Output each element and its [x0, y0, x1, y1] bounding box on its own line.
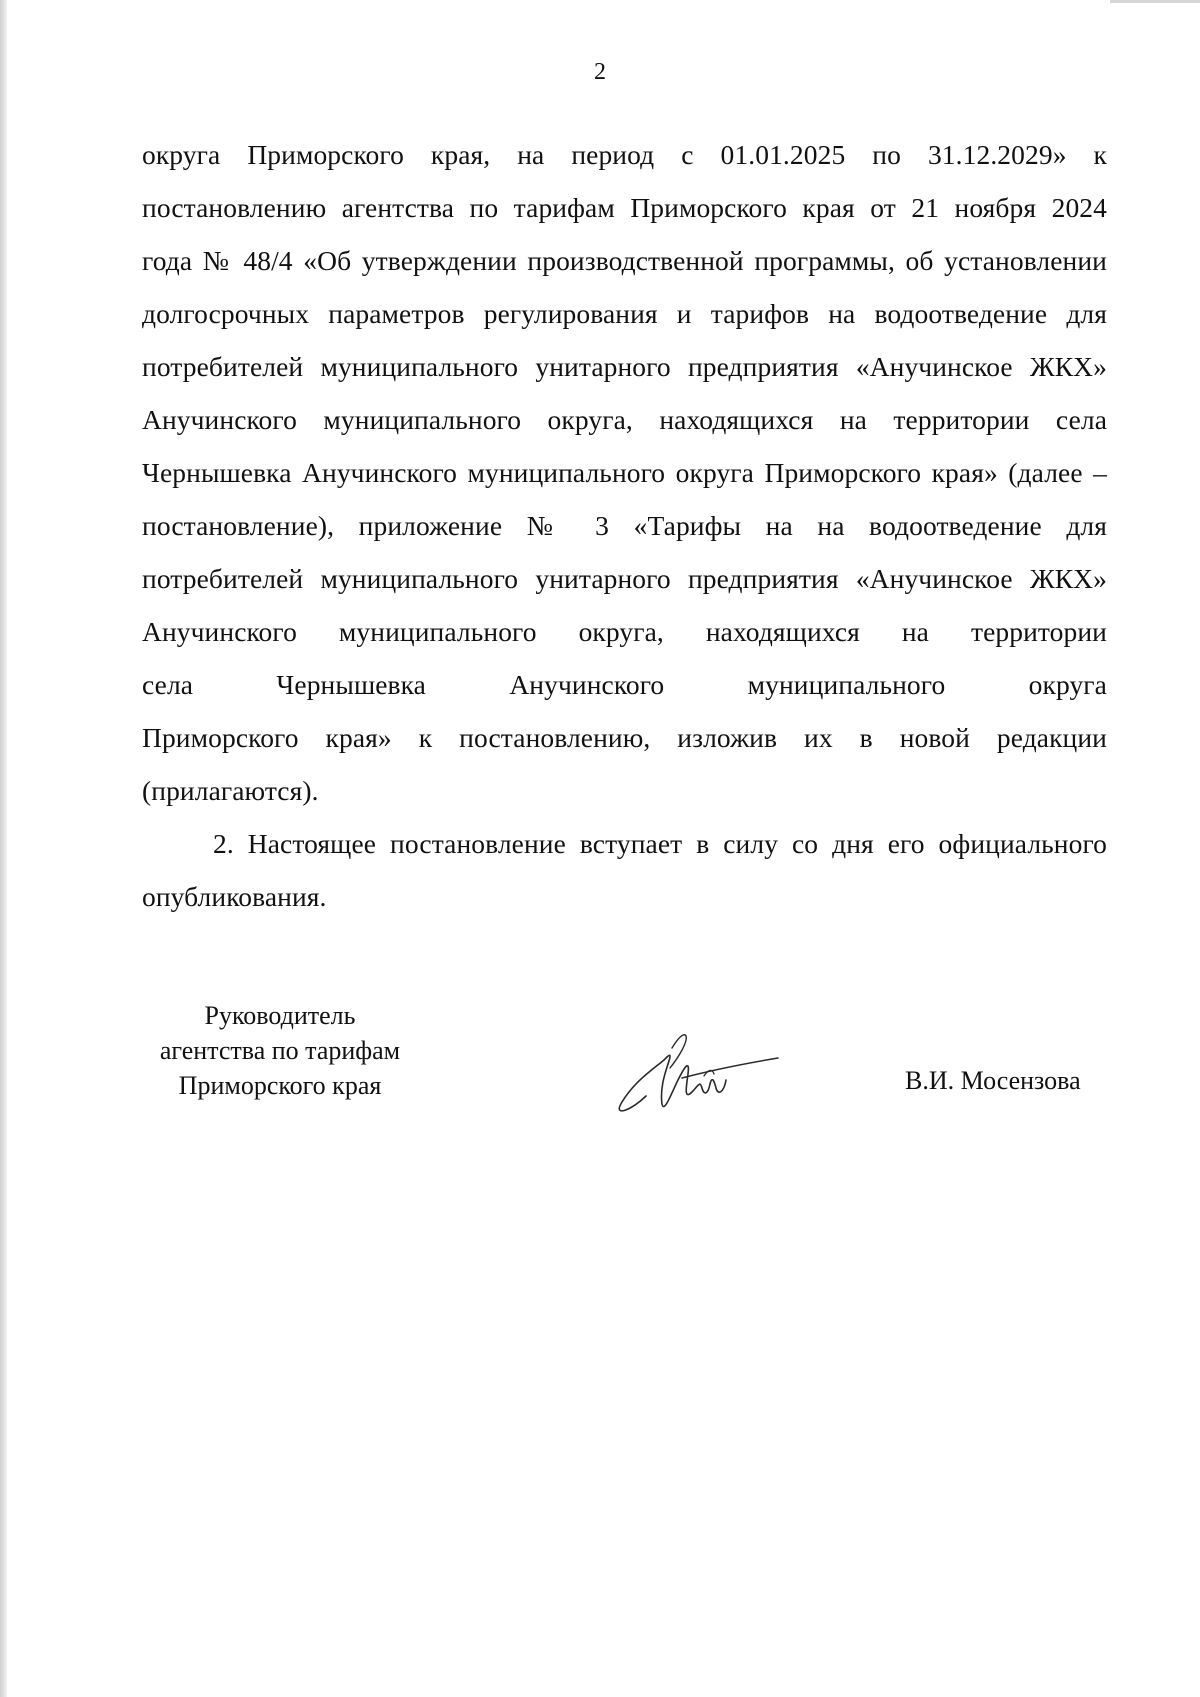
scan-top-edge — [1110, 0, 1200, 3]
body-line: долгосрочных параметров регулирования и тарифов на водоотведение для — [142, 298, 1107, 329]
body-line: опубликования. — [142, 881, 327, 912]
body-line: Приморского края» к постановлению, изложив их в новой редакции — [142, 722, 1107, 753]
body-line: года № 48/4 «Об утверждении производственной программы, об установлении — [142, 245, 1107, 276]
paragraph-2 — [142, 817, 1107, 923]
signer-title-line: Руководитель — [204, 1001, 356, 1030]
signer-title — [140, 998, 420, 1103]
body-line: 2. Настоящее постановление вступает в силу со дня его официального — [213, 828, 1107, 859]
body-line: Чернышевка Анучинского муниципального округа Приморского края» (далее – — [142, 457, 1107, 488]
body-line: округа Приморского края, на период с 01.01.2025 по 31.12.2029» к — [142, 139, 1107, 170]
signer-title-line: Приморского края — [178, 1071, 382, 1100]
signer-name: В.И. Мосензова — [905, 1066, 1081, 1095]
signer-title-line: агентства по тарифам — [159, 1036, 401, 1065]
body-line: постановление), приложение № 3 «Тарифы на на водоотведение для — [142, 510, 1107, 541]
handwritten-signature — [612, 1018, 782, 1128]
document-body — [142, 128, 1107, 923]
body-line: села Чернышевка Анучинского муниципального округа — [142, 669, 1107, 700]
body-line: Анучинского муниципального округа, находящихся на территории — [142, 616, 1107, 647]
body-line: потребителей муниципального унитарного предприятия «Анучинское ЖКХ» — [142, 563, 1107, 594]
scan-left-edge — [0, 0, 7, 1697]
body-line: Анучинского муниципального округа, находящихся на территории села — [142, 404, 1107, 435]
body-line: (прилагаются). — [142, 775, 319, 806]
body-line: постановлению агентства по тарифам Приморского края от 21 ноября 2024 — [142, 192, 1107, 223]
page-number: 2 — [594, 59, 606, 85]
body-line: потребителей муниципального унитарного предприятия «Анучинское ЖКХ» — [142, 351, 1107, 382]
paragraph-1 — [142, 128, 1107, 817]
